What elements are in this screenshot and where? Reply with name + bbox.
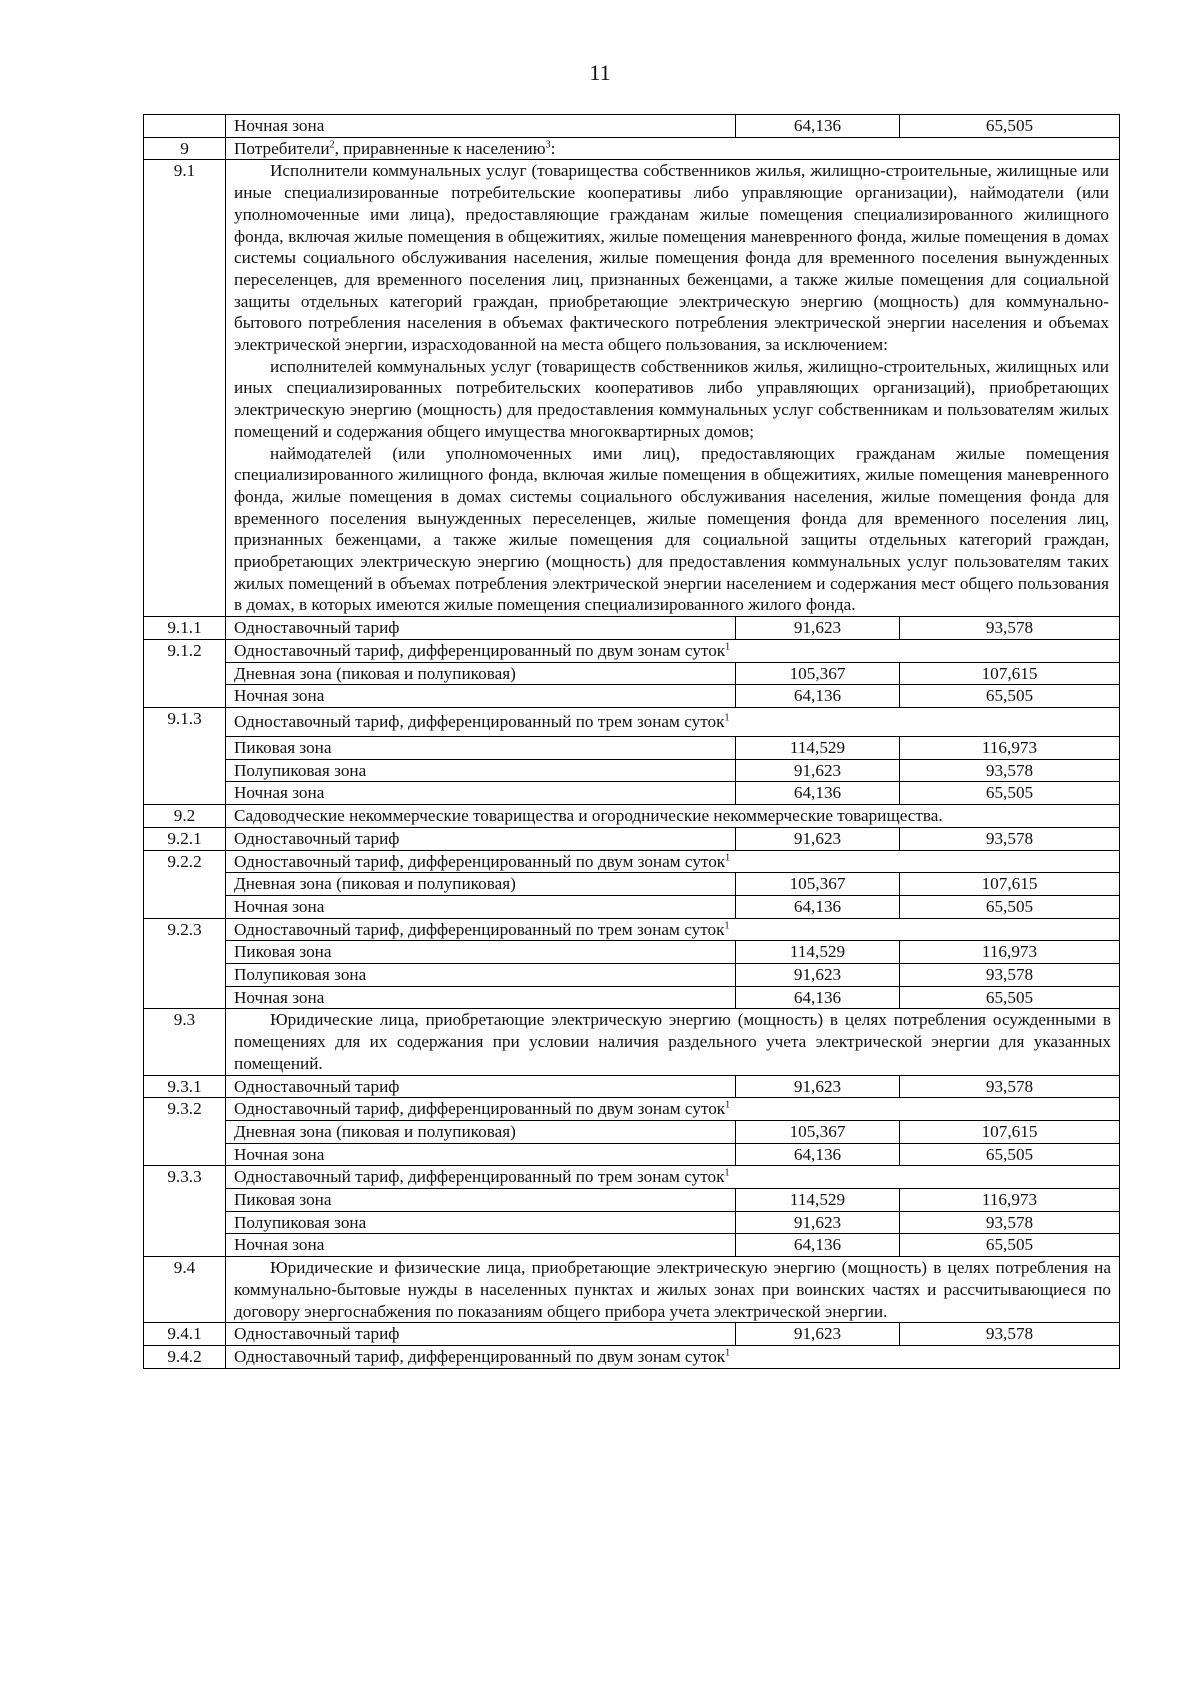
table-row (144, 707, 1120, 736)
zone-label: Ночная зона (226, 1143, 736, 1166)
tariff-value-2: 65,505 (900, 986, 1120, 1009)
tariff-value-2: 65,505 (900, 685, 1120, 708)
tariff-value-1: 114,529 (736, 941, 900, 964)
tariff-value-2: 116,973 (900, 941, 1120, 964)
row-number: 9.4 (144, 1257, 226, 1323)
table-row (144, 805, 1120, 828)
tariff-value-1: 91,623 (736, 1211, 900, 1234)
row-number (144, 115, 226, 138)
table-row (144, 1143, 1120, 1166)
tariff-value-2: 93,578 (900, 1075, 1120, 1098)
table-row (144, 137, 1120, 160)
row-number: 9.3.2 (144, 1098, 226, 1166)
zone-label: Ночная зона (226, 1234, 736, 1257)
table-row (144, 941, 1120, 964)
tariff-label: Одноставочный тариф, дифференцированный по двум зонам суток$^1$ (226, 1098, 1120, 1121)
paragraph: исполнителей коммунальных услуг (товариществ собственников жилья, жилищно-строительных, жилищных или иных специализированных потребительских кооперативов либо управляющих организаций), приобретающих электрическую энергию (мощность) для предоставления коммунальных услуг собственникам и пользователям жилых помещений и содержания общего имущества многоквартирных домов; (234, 356, 1109, 441)
tariff-value-2: 93,578 (900, 827, 1120, 850)
tariff-value-2: 65,505 (900, 1234, 1120, 1257)
row-number: 9.1.1 (144, 617, 226, 640)
section-heading: Потребители$^2$, приравненные к населению$^3$: (226, 137, 1120, 160)
tariff-table (143, 114, 1120, 1369)
table-row (144, 873, 1120, 896)
table-row (144, 639, 1120, 662)
tariff-value-2: 107,615 (900, 873, 1120, 896)
zone-label: Полупиковая зона (226, 964, 736, 987)
row-number: 9.2.3 (144, 918, 226, 1009)
tariff-value-1: 114,529 (736, 736, 900, 759)
tariff-label: Одноставочный тариф, дифференцированный по трем зонам суток$^1$ (226, 1166, 1120, 1189)
tariff-value-1: 105,367 (736, 662, 900, 685)
row-number: 9.2.2 (144, 850, 226, 918)
tariff-value-1: 91,623 (736, 964, 900, 987)
tariff-value-2: 93,578 (900, 1211, 1120, 1234)
zone-label: Ночная зона (226, 685, 736, 708)
row-number: 9.1.2 (144, 639, 226, 707)
zone-label: Ночная зона (226, 782, 736, 805)
tariff-label: Одноставочный тариф, дифференцированный по трем зонам суток$^1$ (226, 707, 1120, 736)
tariff-label: Одноставочный тариф (226, 1323, 736, 1346)
tariff-value-2: 107,615 (900, 1120, 1120, 1143)
tariff-value-1: 91,623 (736, 759, 900, 782)
row-number: 9.1 (144, 160, 226, 617)
tariff-label: Одноставочный тариф (226, 617, 736, 640)
tariff-value-2: 65,505 (900, 895, 1120, 918)
table-row (144, 115, 1120, 138)
tariff-value-1: 105,367 (736, 1120, 900, 1143)
section-description: Юридические лица, приобретающие электрическую энергию (мощность) в целях потребления осужденными в помещениях для их содержания при условии наличия раздельного учета электрической энергии для указанных помещений. (226, 1009, 1120, 1075)
table-row (144, 895, 1120, 918)
zone-label: Ночная зона (226, 115, 736, 138)
zone-label: Дневная зона (пиковая и полупиковая) (226, 873, 736, 896)
tariff-value-1: 91,623 (736, 1075, 900, 1098)
tariff-value-2: 65,505 (900, 782, 1120, 805)
tariff-label: Одноставочный тариф (226, 827, 736, 850)
row-number: 9.3.3 (144, 1166, 226, 1257)
tariff-value-1: 64,136 (736, 685, 900, 708)
zone-label: Пиковая зона (226, 1189, 736, 1212)
zone-label: Ночная зона (226, 895, 736, 918)
tariff-value-2: 107,615 (900, 662, 1120, 685)
table-row (144, 1075, 1120, 1098)
tariff-value-1: 91,623 (736, 617, 900, 640)
section-description (226, 160, 1120, 617)
row-number: 9.3 (144, 1009, 226, 1075)
row-number: 9 (144, 137, 226, 160)
row-number: 9.2 (144, 805, 226, 828)
zone-label: Полупиковая зона (226, 759, 736, 782)
zone-label: Дневная зона (пиковая и полупиковая) (226, 662, 736, 685)
table-row (144, 662, 1120, 685)
table-row (144, 736, 1120, 759)
tariff-value-1: 64,136 (736, 1143, 900, 1166)
section-description: Садоводческие некоммерческие товарищества и огороднические некоммерческие товарищества. (226, 805, 1120, 828)
tariff-value-1: 114,529 (736, 1189, 900, 1212)
page-number: 11 (589, 60, 611, 85)
zone-label: Пиковая зона (226, 941, 736, 964)
row-number: 9.4.2 (144, 1345, 226, 1368)
tariff-value-1: 105,367 (736, 873, 900, 896)
tariff-value-2: 93,578 (900, 759, 1120, 782)
tariff-value-2: 93,578 (900, 1323, 1120, 1346)
table-row (144, 1166, 1120, 1189)
tariff-label: Одноставочный тариф, дифференцированный по трем зонам суток$^1$ (226, 918, 1120, 941)
tariff-value-1: 64,136 (736, 115, 900, 138)
paragraph: Исполнители коммунальных услуг (товарищества собственников жилья, жилищно-строительные, жилищные или иные специализированные потребительские кооперативы либо управляющие организации), наймодатели (или уполномоченные ими лица), предоставляющие гражданам жилые помещения специализированного жилищного фонда, включая жилые помещения в общежитиях, жилые помещения маневренного фонда, жилые помещения в домах системы социального обслуживания населения, жилые помещения фонда для временного поселения вынужденных переселенцев, для временного поселения лиц, признанных беженцами, а также жилые помещения для социальной защиты отдельных категорий граждан, приобретающие электрическую энергию (мощность) для коммунально-бытового потребления населения в объемах фактического потребления электрической энергии населения и объемах электрической энергии, израсходованной на места общего пользования, за исключением: (234, 161, 1109, 355)
row-number: 9.2.1 (144, 827, 226, 850)
zone-label: Полупиковая зона (226, 1211, 736, 1234)
table-row (144, 964, 1120, 987)
tariff-label: Одноставочный тариф, дифференцированный по двум зонам суток$^1$ (226, 850, 1120, 873)
table-row (144, 1345, 1120, 1368)
tariff-value-2: 65,505 (900, 115, 1120, 138)
zone-label: Пиковая зона (226, 736, 736, 759)
tariff-value-1: 64,136 (736, 1234, 900, 1257)
zone-label: Ночная зона (226, 986, 736, 1009)
tariff-value-1: 64,136 (736, 986, 900, 1009)
row-number: 9.4.1 (144, 1323, 226, 1346)
tariff-value-2: 65,505 (900, 1143, 1120, 1166)
table-row (144, 782, 1120, 805)
tariff-value-1: 64,136 (736, 782, 900, 805)
table-row (144, 1323, 1120, 1346)
table-row (144, 918, 1120, 941)
row-number: 9.1.3 (144, 707, 226, 804)
table-row (144, 759, 1120, 782)
tariff-label: Одноставочный тариф (226, 1075, 736, 1098)
table-row (144, 160, 1120, 617)
tariff-value-1: 91,623 (736, 1323, 900, 1346)
tariff-label: Одноставочный тариф, дифференцированный по двум зонам суток$^1$ (226, 1345, 1120, 1368)
table-row (144, 850, 1120, 873)
table-row (144, 685, 1120, 708)
table-row (144, 986, 1120, 1009)
tariff-label: Одноставочный тариф, дифференцированный по двум зонам суток$^1$ (226, 639, 1120, 662)
section-description: Юридические и физические лица, приобретающие электрическую энергию (мощность) в целях потребления на коммунально-бытовые нужды в населенных пунктах и жилых зонах при воинских частях и рассчитывающиеся по договору энергоснабжения по показаниям общего прибора учета электрической энергии. (226, 1257, 1120, 1323)
table-row (144, 1189, 1120, 1212)
table-row (144, 617, 1120, 640)
table-row (144, 1211, 1120, 1234)
table-row (144, 827, 1120, 850)
tariff-value-2: 116,973 (900, 736, 1120, 759)
zone-label: Дневная зона (пиковая и полупиковая) (226, 1120, 736, 1143)
paragraph: наймодателей (или уполномоченных ими лиц), предоставляющих гражданам жилые помещения специализированного жилищного фонда, включая жилые помещения в общежитиях, жилые помещения маневренного фонда, жилые помещения в домах системы социального обслуживания населения, жилые помещения фонда для временного поселения вынужденных переселенцев, жилые помещения фонда для временного поселения лиц, признанных беженцами, а также жилые помещения для социальной защиты отдельных категорий граждан, приобретающих электрическую энергию (мощность) для предоставления коммунальных услуг пользователям таких жилых помещений в объемах потребления электрической энергии населением и содержания мест общего пользования в домах, в которых имеются жилые помещения специализированного жилого фонда. (234, 443, 1109, 615)
tariff-value-1: 91,623 (736, 827, 900, 850)
table-row (144, 1009, 1120, 1075)
tariff-value-2: 116,973 (900, 1189, 1120, 1212)
table-row (144, 1234, 1120, 1257)
tariff-value-1: 64,136 (736, 895, 900, 918)
tariff-value-2: 93,578 (900, 617, 1120, 640)
table-row (144, 1257, 1120, 1323)
table-row (144, 1120, 1120, 1143)
table-row (144, 1098, 1120, 1121)
tariff-value-2: 93,578 (900, 964, 1120, 987)
row-number: 9.3.1 (144, 1075, 226, 1098)
